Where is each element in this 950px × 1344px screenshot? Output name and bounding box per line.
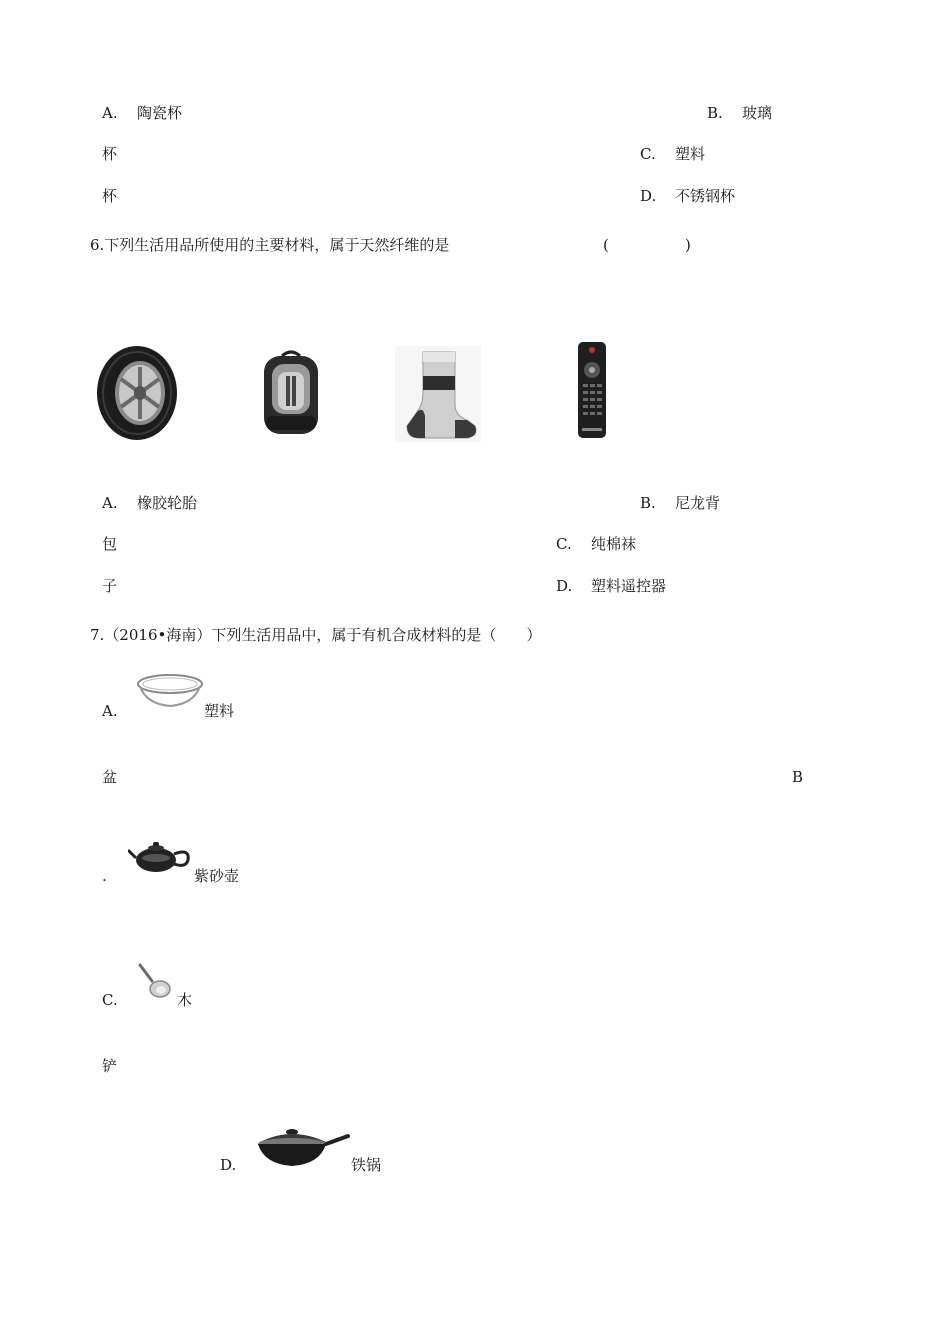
remote-control-icon [574,340,610,440]
q7-option-d-letter: D. [220,1156,237,1174]
q5-option-c-wrap: 杯 [102,187,118,205]
plastic-basin-icon [136,672,204,710]
q6-option-d-letter: D. [556,577,573,595]
q6-paren-open: ( [603,236,609,254]
teapot-icon [128,836,194,876]
q5-option-c-text: 塑料 [675,145,706,163]
q7-stem: 7.（2016•海南）下列生活用品中，属于有机合成材料的是（ ） [90,626,542,644]
q5-option-d-text: 不锈钢杯 [675,187,736,205]
iron-wok-icon [254,1126,350,1170]
q7-option-b-dot: . [102,867,107,885]
q5-option-b-text: 玻璃 [742,104,773,122]
q6-option-c-letter: C. [556,535,572,553]
q7-option-c-letter: C. [102,991,118,1009]
q7-option-c-wrap: 铲 [102,1057,118,1075]
q7-option-b-letter: B [792,768,804,786]
q7-option-b-text: 紫砂壶 [194,867,240,885]
q7-option-a-letter: A. [102,702,118,720]
q5-option-b-letter: B. [707,104,723,122]
q6-option-c-text: 纯棉袜 [591,535,637,553]
q5-option-d-letter: D. [640,187,657,205]
q7-option-d-text: 铁锅 [351,1156,382,1174]
q5-option-a-text: 陶瓷杯 [137,104,183,122]
q6-option-c-wrap: 子 [102,577,118,595]
q5-option-b-wrap: 杯 [102,145,118,163]
q7-option-a-wrap: 盆 [102,768,118,786]
q6-option-b-text: 尼龙背 [675,494,721,512]
q5-option-c-letter: C. [640,145,656,163]
tire-icon [96,345,178,441]
wooden-spatula-icon [136,961,176,1001]
q6-paren-close: ) [685,236,691,254]
q6-option-b-letter: B. [640,494,656,512]
q6-option-a-letter: A. [102,494,118,512]
q6-stem: 6.下列生活用品所使用的主要材料，属于天然纤维的是 [90,236,450,254]
q5-option-a-letter: A. [102,104,118,122]
q7-option-a-text: 塑料 [204,702,235,720]
q7-option-c-text: 木 [177,991,193,1009]
sock-icon [395,346,481,442]
q6-option-a-text: 橡胶轮胎 [137,494,198,512]
q6-option-b-wrap: 包 [102,535,118,553]
q6-option-d-text: 塑料遥控器 [591,577,667,595]
backpack-icon [258,350,324,436]
